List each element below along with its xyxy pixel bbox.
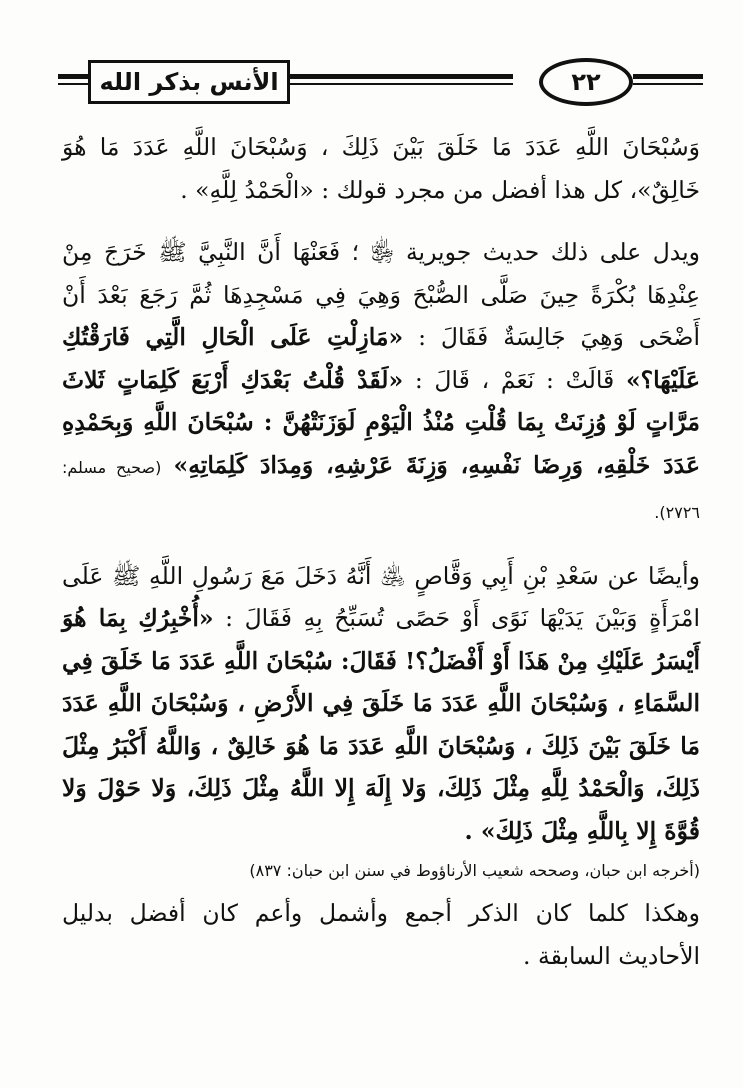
page-header xyxy=(58,56,703,106)
page-body xyxy=(62,126,700,977)
paragraph-juwayriya-hadith xyxy=(62,231,700,535)
hadith-quote-1: «مَازِلْتِ عَلَى الْحَالِ الَّتِي فَارَقْتُكِ عَلَيْهَا؟» xyxy=(62,323,700,394)
paragraph-1 xyxy=(62,126,700,211)
header-rule-right xyxy=(633,74,703,79)
hadith-intro: ويدل على ذلك حديث جويرية ﵂ ؛ فَعَنْهَا أَنَّ النَّبِيَّ ﷺ خَرَجَ مِنْ عِنْدِهَا بُكْرَةً حِينَ صَلَّى الصُّبْحَ وَهِيَ فِي مَسْجِدِهَا ثُمَّ رَجَعَ بَعْدَ أَنْ أَضْحَى وَهِيَ جَالِسَةٌ فَقَالَ : xyxy=(62,238,700,351)
header-rule-right-thin xyxy=(633,83,703,85)
page-number: ٢٢ xyxy=(539,58,633,106)
hadith-intro: وأيضًا عن سَعْدِ بْنِ أَبِي وَقَّاصٍ ﵁ أَنَّهُ دَخَلَ مَعَ رَسُولِ اللَّهِ ﷺ عَلَى امْرَأَةٍ وَبَيْنَ يَدَيْهَا نَوًى أَوْ حَصًى تُسَبِّحُ بِهِ فَقَالَ : xyxy=(62,561,700,632)
paragraph-1-text: وَسُبْحَانَ اللَّهِ عَدَدَ مَا خَلَقَ بَيْنَ ذَلِكَ ، وَسُبْحَانَ اللَّهِ عَدَدَ مَا هُوَ خَالِقٌ»، كل هذا أفضل من مجرد قولك : «الْحَمْدُ لِلَّهِ» . xyxy=(62,133,700,204)
hadith-quote: «أُخْبِرُكِ بِمَا هُوَ أَيْسَرُ عَلَيْكِ مِنْ هَذَا أَوْ أَفْضَلُ؟! فَقَالَ: سُبْحَانَ اللَّهِ عَدَدَ مَا خَلَقَ فِي السَّمَاءِ ، وَسُبْحَانَ اللَّهِ عَدَدَ مَا خَلَقَ فِي الأَرْضِ ، وَسُبْحَانَ اللَّهِ عَدَدَ مَا خَلَقَ بَيْنَ ذَلِكَ ، وَسُبْحَانَ اللَّهِ عَدَدَ مَا هُوَ خَالِقٌ ، وَاللَّهُ أَكْبَرُ مِثْلَ ذَلِكَ، وَالْحَمْدُ لِلَّهِ مِثْلَ ذَلِكَ، وَلا إِلَهَ إِلا اللَّهُ مِثْلَ ذَلِكَ، وَلا حَوْلَ وَلا قُوَّةَ إِلا بِاللَّهِ مِثْلَ ذَلِكَ» . xyxy=(62,604,700,845)
hadith-dialogue: قَالَتْ : نَعَمْ ، قَالَ : xyxy=(414,365,615,394)
hadith-quote-2: «لَقَدْ قُلْتُ بَعْدَكِ أَرْبَعَ كَلِمَاتٍ ثَلاثَ مَرَّاتٍ لَوْ وُزِنَتْ بِمَا قُلْتِ مُنْذُ الْيَوْمِ لَوَزَنَتْهُنَّ : سُبْحَانَ اللَّهِ وَبِحَمْدِهِ عَدَدَ خَلْقِهِ، وَرِضَا نَفْسِهِ، وَزِنَةَ عَرْشِهِ، وَمِدَادَ كَلِمَاتِهِ» xyxy=(62,365,700,479)
paragraph-conclusion xyxy=(62,892,700,977)
hadith-reference-note: (أخرجه ابن حبان، وصححه شعيب الأرناؤوط في سنن ابن حبان: ٨٣٧) xyxy=(249,861,700,880)
hadith-reference: (صحيح مسلم: ٢٧٢٦). xyxy=(62,457,700,522)
paragraph-saad-hadith xyxy=(62,555,700,853)
running-title: الأنس بذكر الله xyxy=(88,60,290,104)
conclusion-text: وهكذا كلما كان الذكر أجمع وأشمل وأعم كان أفضل بدليل الأحاديث السابقة . xyxy=(62,899,700,970)
